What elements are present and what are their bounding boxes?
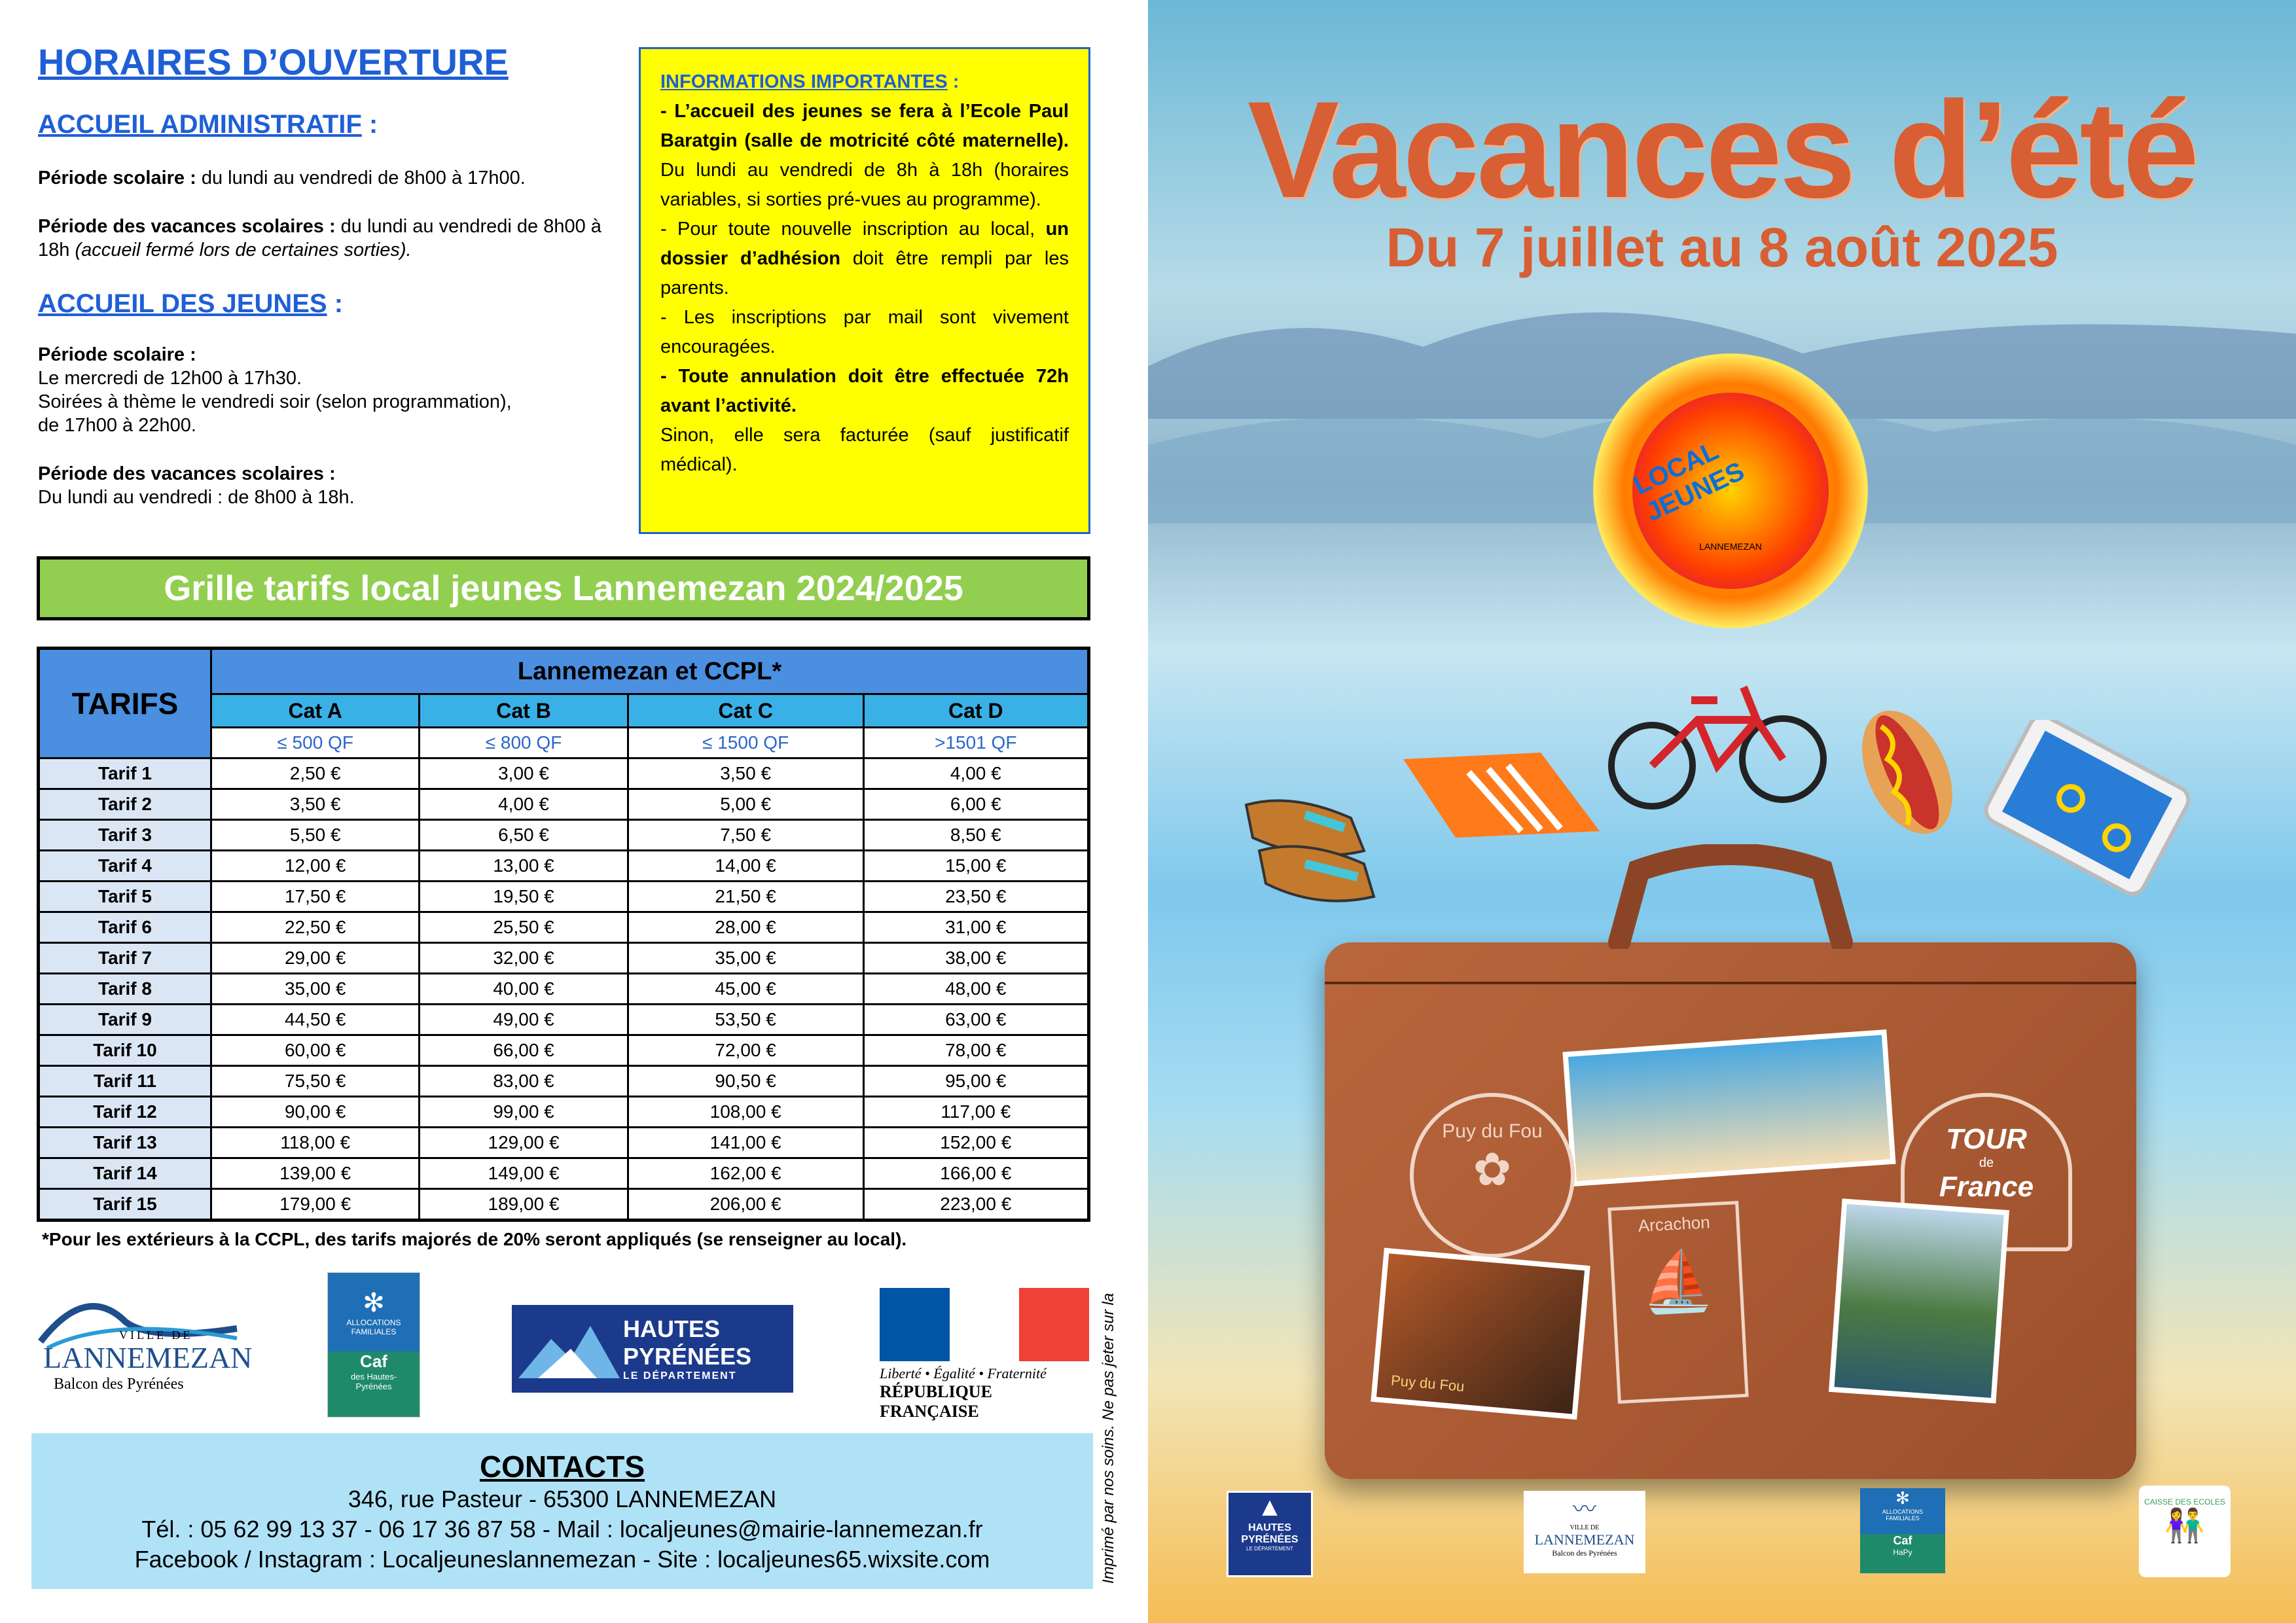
- contacts-address: 346, rue Pasteur - 65300 LANNEMEZAN: [348, 1486, 777, 1512]
- caisse-text: CAISSE DES ECOLES: [2144, 1497, 2226, 1507]
- line: Le mercredi de 12h00 à 17h30.: [38, 368, 302, 389]
- row-label: Tarif 8: [39, 974, 211, 1005]
- price-cell: 162,00 €: [628, 1158, 863, 1189]
- table-row: [39, 758, 1089, 789]
- rf-motto: Liberté • Égalité • Fraternité: [880, 1365, 1047, 1382]
- flower-icon: ✿: [1473, 1144, 1512, 1195]
- info-b1-text: Du lundi au vendredi de 8h à 18h (horaires variables, si sorties pré-vues au programme).: [660, 160, 1069, 210]
- price-cell: 8,50 €: [863, 820, 1088, 851]
- price-cell: 14,00 €: [628, 851, 863, 882]
- price-cell: 48,00 €: [863, 974, 1088, 1005]
- local-jeunes-logo: [1593, 353, 1868, 628]
- lan-small-ville: VILLE DE: [1570, 1524, 1600, 1531]
- price-cell: 66,00 €: [420, 1035, 628, 1066]
- tarifs-note: *Pour les extérieurs à la CCPL, des tarifs majorés de 20% seront appliqués (se renseigner au local).: [42, 1229, 907, 1249]
- suitcase-seam: [1325, 982, 2136, 984]
- hp-b: PYRÉNÉES: [623, 1343, 752, 1370]
- price-cell: 3,50 €: [211, 789, 420, 820]
- text: du lundi au vendredi de 8h00 à 17h00.: [196, 168, 526, 188]
- admin-periode-scolaire: [38, 166, 627, 190]
- sticker-france: France: [1939, 1171, 2034, 1203]
- sticker-puy-text: Puy du Fou: [1442, 1120, 1543, 1142]
- price-cell: 90,00 €: [211, 1097, 420, 1128]
- price-cell: 129,00 €: [420, 1128, 628, 1158]
- row-label: Tarif 5: [39, 882, 211, 912]
- left-panel: [0, 0, 1147, 1623]
- tarifs-corner: TARIFS: [39, 649, 211, 758]
- logo-disc: [1629, 393, 1829, 589]
- row-label: Tarif 15: [39, 1189, 211, 1221]
- price-cell: 95,00 €: [863, 1066, 1088, 1097]
- price-cell: 35,00 €: [211, 974, 420, 1005]
- lan-small-logo: [1524, 1491, 1645, 1573]
- dates-subtitle: Du 7 juillet au 8 août 2025: [1386, 217, 2058, 278]
- row-label: Tarif 12: [39, 1097, 211, 1128]
- hp-text: [623, 1315, 751, 1382]
- label: Période scolaire :: [38, 168, 196, 188]
- table-row: [39, 1097, 1089, 1128]
- price-cell: 5,00 €: [628, 789, 863, 820]
- jeunes-periode-vacances: [38, 462, 627, 509]
- cat-header: Cat A: [211, 694, 420, 728]
- row-label: Tarif 10: [39, 1035, 211, 1066]
- logo-name: LANNEMEZAN: [43, 1341, 253, 1374]
- table-row: [39, 789, 1089, 820]
- price-cell: 63,00 €: [863, 1005, 1088, 1035]
- table-row: [39, 1189, 1089, 1221]
- price-cell: 141,00 €: [628, 1128, 863, 1158]
- label: Période des vacances scolaires :: [38, 216, 336, 237]
- hp-small-b: PYRÉNÉES: [1241, 1534, 1299, 1545]
- price-cell: 6,00 €: [863, 789, 1088, 820]
- caf-logo: [327, 1272, 420, 1418]
- price-cell: 179,00 €: [211, 1189, 420, 1221]
- sticker-tour: TOUR: [1946, 1123, 2027, 1155]
- row-label: Tarif 7: [39, 943, 211, 974]
- caf-bottom: [328, 1351, 420, 1417]
- caf-people-icon: ✻: [363, 1289, 385, 1317]
- price-cell: 108,00 €: [628, 1097, 863, 1128]
- accueil-jeunes-heading-text: ACCUEIL DES JEUNES: [38, 289, 327, 318]
- caf-top: [328, 1273, 420, 1351]
- contacts-tel: Tél. : 05 62 99 13 37 - 06 17 36 87 58 - Mail : localjeunes@mairie-lannemezan.fr: [141, 1516, 983, 1543]
- price-cell: 117,00 €: [863, 1097, 1088, 1128]
- caf-small-top: [1860, 1488, 1945, 1534]
- italic-text: (accueil fermé lors de certaines sorties).: [75, 240, 412, 260]
- price-cell: 3,00 €: [420, 758, 628, 789]
- mountain-small-icon: ▲: [1257, 1493, 1283, 1522]
- table-row: [39, 1128, 1089, 1158]
- price-cell: 78,00 €: [863, 1035, 1088, 1066]
- label: Période des vacances scolaires :: [38, 463, 336, 484]
- republique-francaise-logo: [880, 1288, 1089, 1419]
- price-cell: 3,50 €: [628, 758, 863, 789]
- price-cell: 21,50 €: [628, 882, 863, 912]
- logo-text: LOCAL JEUNES: [1629, 436, 1749, 527]
- info-b2-bold: un dossier d’adhésion: [660, 219, 1069, 269]
- caf-small-d: HaPy: [1893, 1548, 1912, 1557]
- price-cell: 166,00 €: [863, 1158, 1088, 1189]
- text: du lundi au vendredi de 8h00 à 18h: [38, 216, 601, 260]
- qf-cell: ≤ 800 QF: [420, 728, 628, 758]
- accueil-admin-heading-text: ACCUEIL ADMINISTRATIF: [38, 110, 362, 139]
- rf-name: RÉPUBLIQUE FRANÇAISE: [880, 1382, 992, 1421]
- group-header: Lannemezan et CCPL*: [211, 649, 1089, 694]
- table-row: [39, 912, 1089, 943]
- logo-ville: VILLE DE: [119, 1329, 193, 1342]
- bicycle-icon: [1606, 661, 1829, 818]
- price-cell: 25,50 €: [420, 912, 628, 943]
- accueil-jeunes-heading: [38, 289, 343, 319]
- puy-du-fou-sticker: [1410, 1093, 1575, 1258]
- sticker-de: de: [1979, 1156, 1994, 1170]
- qf-cell: ≤ 500 QF: [211, 728, 420, 758]
- table-row: [39, 1005, 1089, 1035]
- price-cell: 99,00 €: [420, 1097, 628, 1128]
- caf-b: FAMILIALES: [351, 1327, 397, 1336]
- suitcase-illustration: [1325, 942, 2136, 1479]
- logo-tag: Balcon des Pyrénées: [54, 1376, 184, 1393]
- jeunes-periode-scolaire: [38, 343, 627, 437]
- logo-sub: LANNEMEZAN: [1699, 541, 1762, 552]
- caf-small-icon: ✻: [1895, 1488, 1910, 1508]
- price-cell: 40,00 €: [420, 974, 628, 1005]
- caf-small-logo: [1860, 1488, 1945, 1573]
- price-cell: 44,50 €: [211, 1005, 420, 1035]
- wave-small-icon: 〰: [1572, 1495, 1596, 1522]
- price-cell: 75,50 €: [211, 1066, 420, 1097]
- hp-c: LE DÉPARTEMENT: [623, 1370, 737, 1382]
- main-title: Vacances d’été: [1247, 73, 2197, 226]
- horaires-title: HORAIRES D’OUVERTURE: [38, 41, 509, 82]
- table-row: [39, 1158, 1089, 1189]
- cat-header: Cat B: [420, 694, 628, 728]
- row-label: Tarif 11: [39, 1066, 211, 1097]
- info-title-suffix: :: [947, 71, 960, 92]
- heading-suffix: :: [327, 289, 344, 318]
- caf-small-b: FAMILIALES: [1886, 1515, 1920, 1522]
- table-row: [39, 943, 1089, 974]
- cat-header: Cat D: [863, 694, 1088, 728]
- suitcase-handle-icon: [1600, 844, 1861, 949]
- hautes-pyrenees-logo: [512, 1305, 793, 1393]
- price-cell: 12,00 €: [211, 851, 420, 882]
- row-label: Tarif 4: [39, 851, 211, 882]
- caisse-ecoles-logo: [2139, 1486, 2231, 1577]
- arcachon-sticker: [1607, 1201, 1748, 1404]
- beach-towel-icon: [1397, 746, 1606, 844]
- table-row: [39, 1066, 1089, 1097]
- price-cell: 149,00 €: [420, 1158, 628, 1189]
- qf-cell: >1501 QF: [863, 728, 1088, 758]
- label: Période scolaire :: [38, 344, 196, 365]
- dune-photo-sticker: [1562, 1029, 1895, 1186]
- price-cell: 53,50 €: [628, 1005, 863, 1035]
- sticker-puy2-text: Puy du Fou: [1390, 1372, 1465, 1395]
- sticker-arcachon-text: Arcachon: [1638, 1212, 1711, 1236]
- row-label: Tarif 1: [39, 758, 211, 789]
- price-cell: 22,50 €: [211, 912, 420, 943]
- table-row: [39, 882, 1089, 912]
- qf-cell: ≤ 1500 QF: [628, 728, 863, 758]
- caf-c: Caf: [360, 1351, 387, 1371]
- hp-small-logo: [1227, 1491, 1313, 1577]
- line: Soirées à thème le vendredi soir (selon programmation),: [38, 391, 512, 412]
- price-cell: 2,50 €: [211, 758, 420, 789]
- cat-header: Cat C: [628, 694, 863, 728]
- shoes-icon: [1233, 766, 1390, 923]
- price-cell: 32,00 €: [420, 943, 628, 974]
- price-cell: 15,00 €: [863, 851, 1088, 882]
- info-b4-bold: - Toute annulation doit être effectuée 72h avant l’activité.: [660, 366, 1069, 416]
- mountain-icon: [512, 1313, 623, 1385]
- caf-small-c: Caf: [1893, 1534, 1912, 1547]
- contacts-social: Facebook / Instagram : Localjeuneslannemezan - Site : localjeunes65.wixsite.com: [134, 1546, 990, 1573]
- caf-a: ALLOCATIONS: [346, 1318, 401, 1327]
- info-title: INFORMATIONS IMPORTANTES: [660, 71, 948, 92]
- lan-small-tag: Balcon des Pyrénées: [1552, 1548, 1617, 1558]
- price-cell: 7,50 €: [628, 820, 863, 851]
- row-label: Tarif 2: [39, 789, 211, 820]
- price-cell: 5,50 €: [211, 820, 420, 851]
- flag-icon: [880, 1288, 1089, 1361]
- info-b2-b: doit être rempli par les parents.: [660, 248, 1069, 298]
- contacts-box: [31, 1433, 1093, 1589]
- row-label: Tarif 3: [39, 820, 211, 851]
- price-cell: 152,00 €: [863, 1128, 1088, 1158]
- row-label: Tarif 13: [39, 1128, 211, 1158]
- caf-d: des Hautes-: [350, 1372, 397, 1382]
- caf-small-a: ALLOCATIONS: [1882, 1508, 1924, 1515]
- heading-suffix: :: [361, 110, 378, 139]
- tarifs-banner: Grille tarifs local jeunes Lannemezan 2024/2025: [37, 556, 1090, 620]
- price-cell: 90,50 €: [628, 1066, 863, 1097]
- price-cell: 139,00 €: [211, 1158, 420, 1189]
- info-b2-a: - Pour toute nouvelle inscription au local,: [660, 219, 1046, 240]
- price-cell: 45,00 €: [628, 974, 863, 1005]
- price-cell: 223,00 €: [863, 1189, 1088, 1221]
- line: Du lundi au vendredi : de 8h00 à 18h.: [38, 487, 355, 508]
- children-icon: 👫: [2164, 1507, 2206, 1544]
- table-row: [39, 851, 1089, 882]
- price-cell: 189,00 €: [420, 1189, 628, 1221]
- price-cell: 72,00 €: [628, 1035, 863, 1066]
- table-row: [39, 1035, 1089, 1066]
- admin-periode-vacances: [38, 215, 627, 262]
- price-cell: 31,00 €: [863, 912, 1088, 943]
- table-row: [39, 974, 1089, 1005]
- row-label: Tarif 9: [39, 1005, 211, 1035]
- price-cell: 4,00 €: [420, 789, 628, 820]
- price-cell: 23,50 €: [863, 882, 1088, 912]
- price-cell: 29,00 €: [211, 943, 420, 974]
- hotdog-icon: [1835, 700, 1979, 844]
- accueil-admin-heading: [38, 110, 378, 139]
- contacts-title: CONTACTS: [479, 1450, 645, 1484]
- price-cell: 28,00 €: [628, 912, 863, 943]
- price-cell: 38,00 €: [863, 943, 1088, 974]
- price-cell: 19,50 €: [420, 882, 628, 912]
- caf-e: Pyrénées: [355, 1382, 392, 1391]
- mountain-photo-sticker: [1829, 1198, 2009, 1403]
- hp-small-c: LE DÉPARTEMENT: [1246, 1546, 1293, 1552]
- lan-small-name: LANNEMEZAN: [1534, 1531, 1635, 1548]
- print-mention: Imprimé par nos soins. Ne pas jeter sur la: [1100, 1293, 1117, 1584]
- right-panel: [1148, 0, 2296, 1623]
- tarifs-body: [39, 758, 1089, 1221]
- price-cell: 118,00 €: [211, 1128, 420, 1158]
- price-cell: 206,00 €: [628, 1189, 863, 1221]
- lannemezan-logo: [34, 1276, 253, 1420]
- row-label: Tarif 14: [39, 1158, 211, 1189]
- info-b3: - Les inscriptions par mail sont vivement encouragées.: [660, 307, 1069, 357]
- informations-box: [639, 47, 1090, 534]
- caf-small-bottom: [1860, 1534, 1945, 1573]
- sailboat-icon: ⛵: [1638, 1247, 1715, 1317]
- info-b1-bold: - L’accueil des jeunes se fera à l’Ecole Paul Baratgin (salle de motricité côté maternelle).: [660, 101, 1069, 151]
- line: de 17h00 à 22h00.: [38, 415, 196, 436]
- table-row: [39, 820, 1089, 851]
- price-cell: 4,00 €: [863, 758, 1088, 789]
- price-cell: 49,00 €: [420, 1005, 628, 1035]
- info-b4-text: Sinon, elle sera facturée (sauf justificatif médical).: [660, 425, 1069, 475]
- price-cell: 13,00 €: [420, 851, 628, 882]
- puy-du-fou-photo-sticker: [1371, 1248, 1590, 1420]
- price-cell: 35,00 €: [628, 943, 863, 974]
- price-cell: 17,50 €: [211, 882, 420, 912]
- tablet-pool-icon: [1973, 720, 2208, 916]
- price-cell: 60,00 €: [211, 1035, 420, 1066]
- tarifs-table: [37, 647, 1090, 1222]
- row-label: Tarif 6: [39, 912, 211, 943]
- hp-small-a: HAUTES: [1248, 1522, 1291, 1533]
- hp-a: HAUTES: [623, 1315, 721, 1342]
- price-cell: 83,00 €: [420, 1066, 628, 1097]
- price-cell: 6,50 €: [420, 820, 628, 851]
